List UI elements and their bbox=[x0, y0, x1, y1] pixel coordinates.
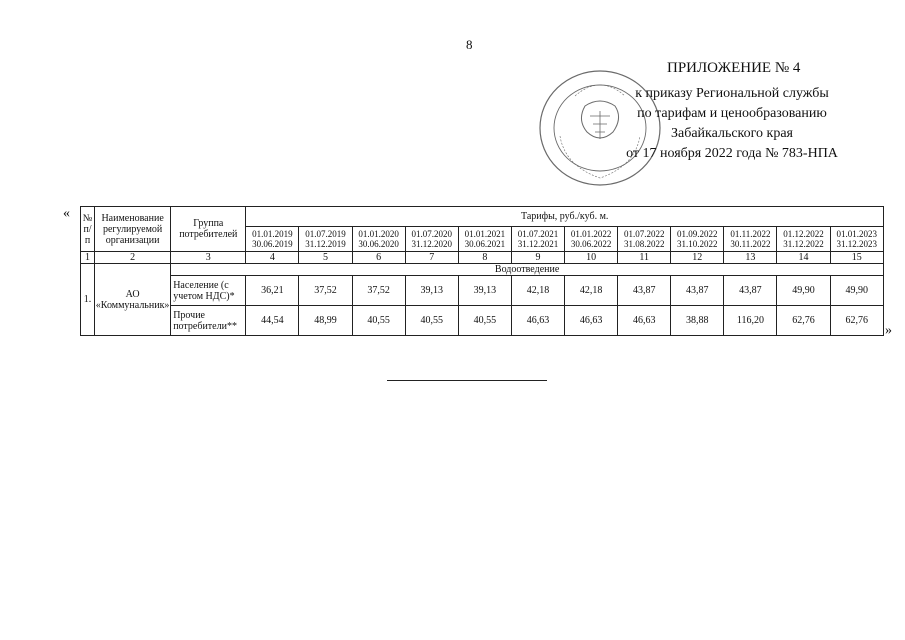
period-to: 30.06.2021 bbox=[464, 239, 506, 249]
period-from: 01.09.2022 bbox=[677, 229, 718, 239]
column-number: 15 bbox=[830, 252, 883, 264]
column-number: 5 bbox=[299, 252, 352, 264]
header-num: № п/п bbox=[81, 207, 95, 252]
tariff-value: 42,18 bbox=[511, 276, 564, 306]
period-cell bbox=[724, 227, 777, 252]
period-from: 01.07.2022 bbox=[623, 229, 665, 239]
period-from: 01.01.2019 bbox=[252, 229, 293, 239]
period-to: 30.11.2022 bbox=[730, 239, 771, 249]
column-number: 6 bbox=[352, 252, 405, 264]
table-row bbox=[81, 306, 884, 336]
appendix-line: по тарифам и ценообразованию bbox=[637, 106, 827, 121]
header-group: Группа потребителей bbox=[171, 207, 246, 252]
period-to: 31.10.2022 bbox=[677, 239, 718, 249]
divider bbox=[387, 380, 547, 381]
period-from: 01.07.2020 bbox=[411, 229, 452, 239]
tariff-value: 42,18 bbox=[565, 276, 618, 306]
period-to: 31.12.2019 bbox=[305, 239, 346, 249]
column-number: 4 bbox=[246, 252, 299, 264]
column-number: 9 bbox=[511, 252, 564, 264]
header-tariffs: Тарифы, руб./куб. м. bbox=[246, 207, 884, 227]
opening-quote: « bbox=[63, 206, 70, 221]
tariff-value: 46,63 bbox=[565, 306, 618, 336]
period-from: 01.07.2019 bbox=[305, 229, 346, 239]
consumer-group: Прочие потребители** bbox=[171, 306, 246, 336]
appendix-line: от 17 ноября 2022 года № 783-НПА bbox=[626, 146, 838, 161]
period-to: 31.12.2020 bbox=[411, 239, 452, 249]
page-number: 8 bbox=[466, 37, 473, 52]
organization-name: АО «Коммунальник» bbox=[95, 264, 171, 336]
period-cell bbox=[830, 227, 883, 252]
tariff-value: 46,63 bbox=[618, 306, 671, 336]
tariff-table bbox=[80, 206, 884, 336]
period-to: 31.12.2023 bbox=[836, 239, 878, 249]
period-from: 01.11.2022 bbox=[730, 229, 771, 239]
tariff-value: 38,88 bbox=[671, 306, 724, 336]
period-cell bbox=[352, 227, 405, 252]
closing-quote: » bbox=[885, 323, 892, 338]
appendix-order-reference bbox=[612, 84, 852, 164]
period-from: 01.01.2023 bbox=[836, 229, 878, 239]
tariff-value: 39,13 bbox=[405, 276, 458, 306]
period-to: 30.06.2019 bbox=[252, 239, 293, 249]
period-from: 01.01.2020 bbox=[358, 229, 399, 239]
period-cell bbox=[777, 227, 830, 252]
tariff-value: 43,87 bbox=[671, 276, 724, 306]
period-to: 31.12.2022 bbox=[783, 239, 824, 249]
column-number: 1 bbox=[81, 252, 95, 264]
period-cell bbox=[671, 227, 724, 252]
tariff-value: 48,99 bbox=[299, 306, 352, 336]
tariff-value: 40,55 bbox=[405, 306, 458, 336]
period-cell bbox=[246, 227, 299, 252]
tariff-value: 36,21 bbox=[246, 276, 299, 306]
column-number: 8 bbox=[458, 252, 511, 264]
column-number: 12 bbox=[671, 252, 724, 264]
tariff-value: 116,20 bbox=[724, 306, 777, 336]
tariff-value: 46,63 bbox=[511, 306, 564, 336]
column-number: 14 bbox=[777, 252, 830, 264]
tariff-value: 62,76 bbox=[777, 306, 830, 336]
tariff-value: 62,76 bbox=[830, 306, 883, 336]
appendix-title: ПРИЛОЖЕНИЕ № 4 bbox=[667, 60, 801, 76]
period-from: 01.01.2022 bbox=[570, 229, 612, 239]
tariff-value: 43,87 bbox=[618, 276, 671, 306]
tariff-value: 40,55 bbox=[352, 306, 405, 336]
period-to: 30.06.2020 bbox=[358, 239, 399, 249]
appendix-line: Забайкальского края bbox=[670, 126, 793, 141]
table-row bbox=[81, 276, 884, 306]
period-cell bbox=[458, 227, 511, 252]
period-from: 01.12.2022 bbox=[783, 229, 824, 239]
period-cell bbox=[299, 227, 352, 252]
column-number: 10 bbox=[565, 252, 618, 264]
period-from: 01.07.2021 bbox=[517, 229, 559, 239]
period-from: 01.01.2021 bbox=[464, 229, 506, 239]
tariff-value: 49,90 bbox=[830, 276, 883, 306]
section-title: Водоотведение bbox=[171, 264, 884, 276]
period-to: 31.12.2021 bbox=[517, 239, 559, 249]
period-cell bbox=[565, 227, 618, 252]
column-number: 7 bbox=[405, 252, 458, 264]
period-cell bbox=[405, 227, 458, 252]
tariff-value: 39,13 bbox=[458, 276, 511, 306]
tariff-value: 37,52 bbox=[352, 276, 405, 306]
tariff-value: 44,54 bbox=[246, 306, 299, 336]
period-cell bbox=[511, 227, 564, 252]
tariff-value: 40,55 bbox=[458, 306, 511, 336]
period-to: 30.06.2022 bbox=[570, 239, 612, 249]
column-number: 3 bbox=[171, 252, 246, 264]
tariff-value: 43,87 bbox=[724, 276, 777, 306]
header-org: Наименование регулируемой организации bbox=[95, 207, 171, 252]
consumer-group: Население (с учетом НДС)* bbox=[171, 276, 246, 306]
tariff-value: 49,90 bbox=[777, 276, 830, 306]
row-number: 1. bbox=[81, 264, 95, 336]
period-to: 31.08.2022 bbox=[623, 239, 665, 249]
column-number: 13 bbox=[724, 252, 777, 264]
column-number: 2 bbox=[95, 252, 171, 264]
period-cell bbox=[618, 227, 671, 252]
tariff-value: 37,52 bbox=[299, 276, 352, 306]
column-number-row bbox=[81, 252, 884, 264]
column-number: 11 bbox=[618, 252, 671, 264]
appendix-line: к приказу Региональной службы bbox=[635, 86, 829, 101]
